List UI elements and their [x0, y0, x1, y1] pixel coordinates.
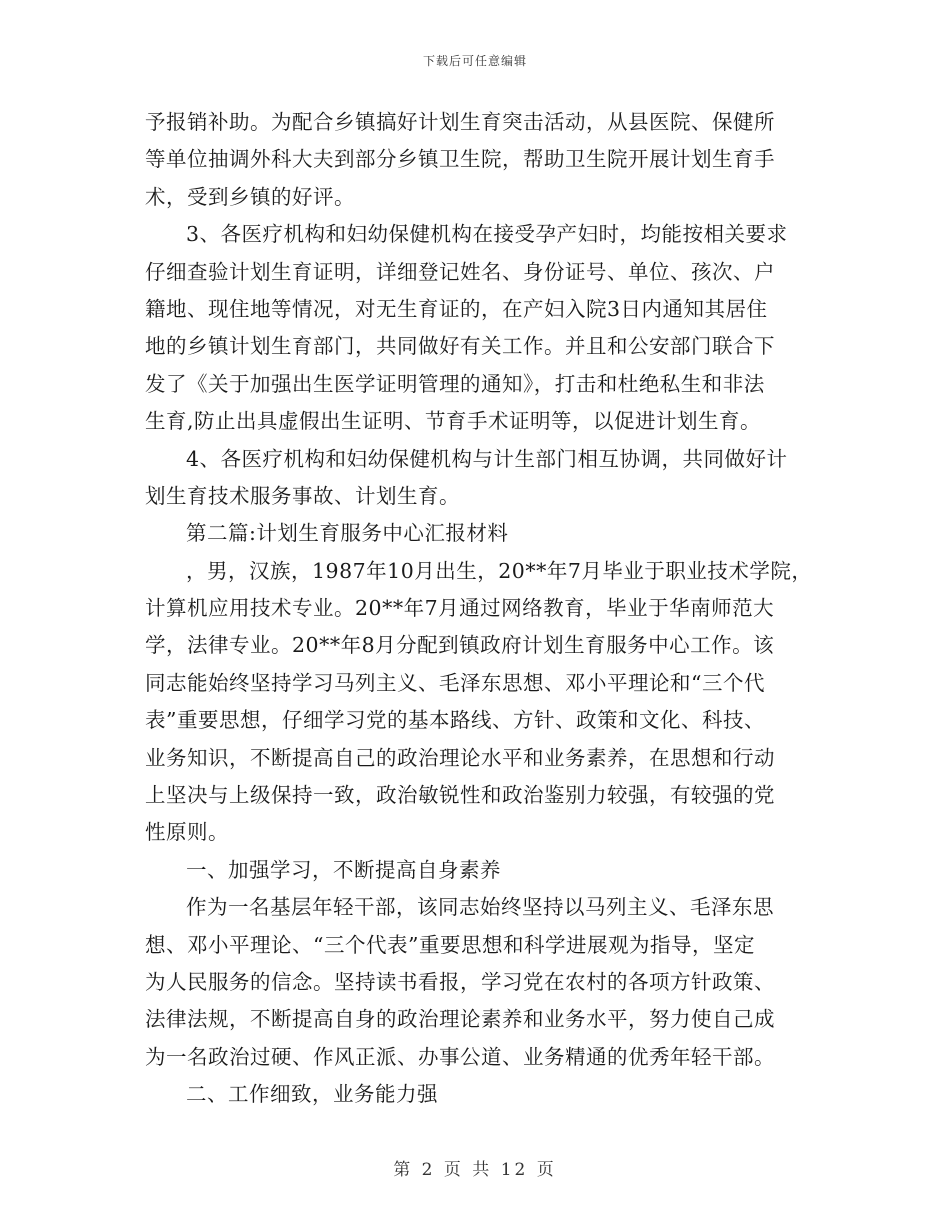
document-body	[145, 104, 825, 1114]
paragraph-start: ，男，汉族，1987年10月出生，20**年7月毕业于职业技术学院，	[186, 558, 813, 583]
text-line: 法律法规，不断提高自身的政治理论素养和业务水平，努力使自己成	[145, 1007, 775, 1032]
text-line: 为人民服务的信念。坚持读书看报，学习党在农村的各项方针政策、	[145, 969, 775, 994]
page-header: 下载后可任意编辑	[422, 54, 527, 68]
text-line: 籍地、现住地等情况，对无生育证的，在产妇入院3日内通知其居住	[145, 296, 768, 321]
text-line: 划生育技术服务事故、计划生育。	[145, 483, 460, 508]
paragraph-start: 作为一名基层年轻干部，该同志始终坚持以马列主义、毛泽东思	[186, 895, 774, 920]
text-line: 上坚决与上级保持一致，政治敏锐性和政治鉴别力较强，有较强的党	[145, 783, 775, 808]
text-line: 计算机应用技术专业。20**年7月通过网络教育，毕业于华南师范大	[145, 596, 775, 621]
text-line: 仔细查验计划生育证明，详细登记姓名、身份证号、单位、孩次、户	[145, 259, 775, 284]
subsection-heading: 一、加强学习，不断提高自身素养	[186, 857, 501, 882]
text-line: 发了《关于加强出生医学证明管理的通知》，打击和杜绝私生和非法	[145, 371, 765, 396]
paragraph-start: 4、各医疗机构和妇幼保健机构与计生部门相互协调，共同做好计	[186, 446, 788, 471]
text-line: 生育,防止出具虚假出生证明、节育手术证明等，以促进计划生育。	[145, 409, 762, 434]
paragraph-start: 3、各医疗机构和妇幼保健机构在接受孕产妇时，均能按相关要求	[186, 222, 788, 247]
page-footer: 第 2 页 共 12 页	[393, 1160, 557, 1180]
text-line: 等单位抽调外科大夫到部分乡镇卫生院，帮助卫生院开展计划生育手	[145, 147, 775, 172]
text-line: 同志能始终坚持学习马列主义、毛泽东思想、邓小平理论和“三个代	[145, 670, 765, 695]
text-line: 表”重要思想，仔细学习党的基本路线、方针、政策和文化、科技、	[145, 708, 765, 733]
text-line: 想、邓小平理论、“三个代表”重要思想和科学进展观为指导，坚定	[145, 932, 755, 957]
text-line: 为一名政治过硬、作风正派、办事公道、业务精通的优秀年轻干部。	[145, 1044, 775, 1069]
text-line: 予报销补助。为配合乡镇搞好计划生育突击活动，从县医院、保健所	[145, 110, 775, 134]
text-line: 术，受到乡镇的好评。	[145, 184, 355, 209]
text-line: 学，法律专业。20**年8月分配到镇政府计划生育服务中心工作。该	[145, 633, 775, 658]
text-line: 业务知识，不断提高自己的政治理论水平和业务素养，在思想和行动	[145, 745, 775, 770]
text-line: 地的乡镇计划生育部门，共同做好有关工作。并且和公安部门联合下	[145, 334, 775, 359]
text-line: 性原则。	[145, 820, 229, 845]
section-heading: 第二篇:计划生育服务中心汇报材料	[186, 521, 509, 546]
subsection-heading: 二、工作细致，业务能力强	[186, 1082, 438, 1107]
